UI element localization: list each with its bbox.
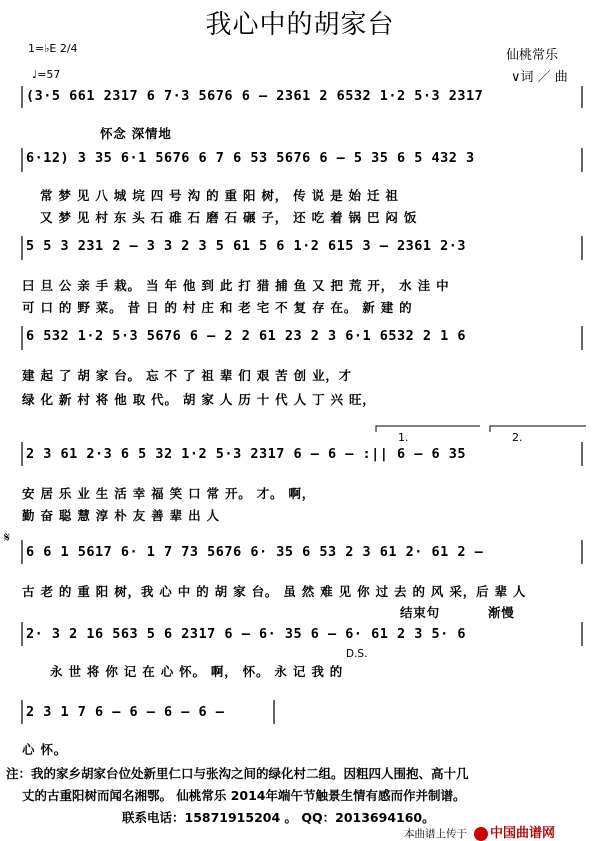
site-name: 中国曲谱网: [490, 826, 556, 841]
lyrics-row-7: 永 世 将 你 记 在 心 怀。 啊， 怀。 永 记 我 的: [50, 664, 344, 679]
notation-row-7: 2· 3 2 16 563 5 6 2317 6 – 6· 35 6 – 6· 61 2 3 5· 6: [26, 626, 467, 642]
volta-1-label: 1.: [398, 431, 409, 444]
tempo-marking: ♩=57: [32, 68, 61, 81]
lyrics-row-5-verse-1: 安 居 乐 业 生 活 幸 福 笑 口 常 开。 才。 啊，: [22, 486, 316, 501]
lyrics-row-2-verse-1: 常 梦 见 八 城 垸 四 号 沟 的 重 阳 树， 传 说 是 始 迁 祖: [40, 188, 399, 203]
notation-row-4: 6 532 1·2 5·3 5676 6 – 2 2 61 23 2 3 6·1 6532 2 1 6: [26, 328, 467, 344]
author-role: ∨词 ／ 曲: [511, 70, 568, 85]
lyrics-row-5-verse-2: 勤 奋 聪 慧 淳 朴 友 善 辈 出 人: [22, 508, 220, 523]
author-name: 仙桃常乐: [506, 48, 559, 63]
notation-row-2: 6·12) 3 35 6·1 5676 6 7 6 53 5676 6 – 5 35 6 5 432 3: [26, 150, 475, 166]
dal-segno-mark: D.S.: [346, 648, 368, 660]
lyrics-row-4-verse-2: 绿 化 新 村 将 他 取 代。 胡 家 人 历 十 代 人 丁 兴 旺，: [22, 392, 376, 407]
page-title: 我心中的胡家台: [205, 10, 395, 40]
footer-note-line-1: 注：我的家乡胡家台位处新里仁口与张沟之间的绿化村二组。因粗四人围抱、高十几: [6, 766, 469, 781]
site-logo: [474, 822, 555, 841]
notation-row-5: 2 3 61 2·3 6 5 32 1·2 5·3 2317 6 – 6 – :|| 6 – 6 35: [26, 446, 467, 462]
notation-row-8: 2 3 1 7 6 – 6 – 6 – 6 –: [26, 704, 225, 720]
lyrics-row-8: 心 怀。: [22, 742, 68, 757]
lyrics-row-6: 古 老 的 重 阳 树，我 心 中 的 胡 家 台。 虽 然 难 见 你 过 去 的 风 采，后 辈 人: [22, 584, 527, 599]
notation-row-3: 5 5 3 231 2 – 3 3 2 3 5 61 5 6 1·2 615 3 – 2361 2·3: [26, 238, 467, 254]
volta-2-label: 2.: [512, 431, 523, 444]
site-logo-icon: [474, 827, 488, 841]
notation-row-1: (3·5 661 2317 6 7·3 5676 6 – 2361 2 6532 1·2 5·3 2317: [26, 88, 484, 104]
coda-label: 结束句: [400, 605, 440, 620]
key-signature: 1=♭E 2/4: [28, 42, 78, 55]
notation-row-6: 6 6 1 5617 6· 1 7 73 5676 6· 35 6 53 2 3 61 2· 61 2 –: [26, 544, 484, 560]
upload-note: 本曲谱上传于: [404, 828, 467, 840]
lyrics-row-3-verse-1: 曰 旦 公 亲 手 栽。 当 年 他 到 此 打 猎 捕 鱼 又 把 荒 开， 水 洼 中: [22, 278, 450, 293]
lyrics-row-1: 怀念 深情地: [100, 126, 172, 141]
lyrics-row-2-verse-2: 又 梦 见 村 东 头 石 碓 石 磨 石 碾 子， 还 吃 着 锅 巴 闷 饭: [40, 210, 418, 225]
footer-note-line-2: 丈的古重阳树而闻名湘鄂。 仙桃常乐 2014年端午节触景生情有感而作并制谱。: [22, 788, 466, 803]
lyrics-row-4-verse-1: 建 起 了 胡 家 台。 忘 不 了 祖 辈 们 艰 苦 创 业，才: [22, 368, 352, 383]
footer-contact: 联系电话：15871915204 。 QQ：2013694160。: [122, 810, 435, 825]
segno-mark: 𝄋: [4, 530, 11, 546]
tempo-change-label: 渐慢: [488, 605, 515, 620]
lyrics-row-3-verse-2: 可 口 的 野 菜。 昔 日 的 村 庄 和 老 宅 不 复 存 在。 新 建 的: [22, 300, 413, 315]
